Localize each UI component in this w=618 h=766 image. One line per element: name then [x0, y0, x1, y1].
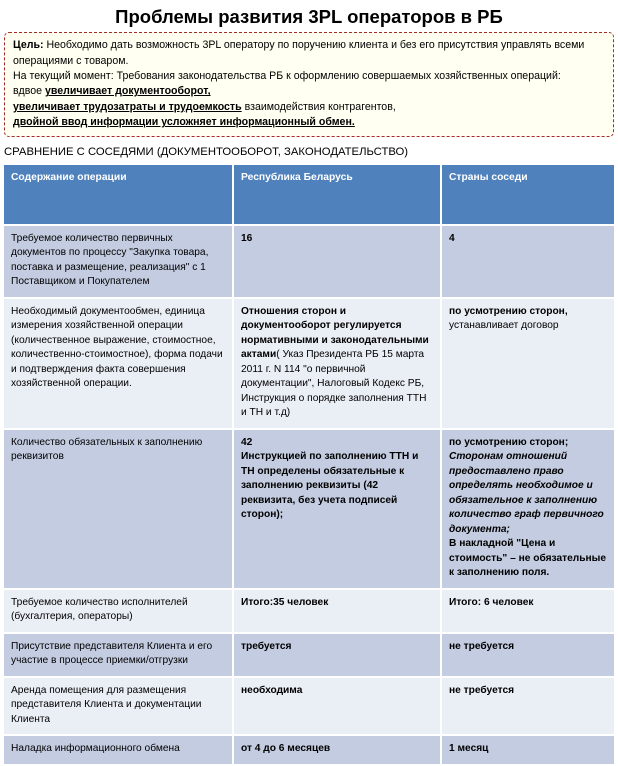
cell-belarus: 16 [234, 226, 442, 299]
column-header-neighbors: Страны соседи [442, 165, 614, 226]
cell-belarus: требуется [234, 634, 442, 678]
table-row [4, 678, 614, 736]
table-row [4, 299, 614, 430]
cell-belarus: Итого:35 человек [234, 590, 442, 634]
page-title: Проблемы развития 3PL операторов в РБ [115, 6, 503, 27]
table-header-row [4, 165, 614, 226]
section-caption: СРАВНЕНИЕ С СОСЕДЯМИ (ДОКУМЕНТООБОРОТ, ЗАКОНОДАТЕЛЬСТВО) [4, 146, 409, 159]
cell-neighbors-italic: Сторонам отношений предоставлено право определять необходимое и обязательное к заполнению количество граф первичного документа; [449, 451, 604, 535]
table-row [4, 590, 614, 634]
table-row [4, 226, 614, 299]
cell-neighbors: 1 месяц [442, 736, 614, 765]
cell-neighbors: не требуется [442, 634, 614, 678]
goal-line-2: На текущий момент: Требования законодательства РБ к оформлению совершаемых хозяйственных операций: [13, 69, 561, 82]
goal-line-5-emphasis: двойной ввод информации усложняет информационный обмен. [13, 116, 355, 129]
goal-line-4-emphasis: увеличивает трудозатраты и трудоемкость [13, 100, 242, 113]
comparison-table [4, 165, 614, 766]
cell-belarus [234, 299, 442, 430]
cell-belarus-bold: Инструкцией по заполнению ТТН и ТН определены обязательные к заполнению реквизиты (42 реквизита, без учета подписей сторон); [241, 451, 419, 521]
cell-operation: Аренда помещения для размещения представителя Клиента и документации Клиента [4, 678, 234, 736]
cell-neighbors: не требуется [442, 678, 614, 736]
table-row [4, 430, 614, 590]
cell-operation: Требуемое количество исполнителей (бухгалтерия, операторы) [4, 590, 234, 634]
cell-neighbors: 4 [442, 226, 614, 299]
goal-line-3-prefix: вдвое [13, 85, 45, 98]
goal-label: Цель: [13, 39, 44, 52]
table-body [4, 226, 614, 766]
cell-operation: Наладка информационного обмена [4, 736, 234, 765]
goal-callout-box [4, 32, 614, 137]
cell-neighbors: Итого: 6 человек [442, 590, 614, 634]
cell-belarus-number: 42 [241, 436, 253, 448]
table-header [4, 165, 614, 226]
column-header-belarus: Республика Беларусь [234, 165, 442, 226]
goal-line-3-emphasis: увеличивает документооборот, [44, 85, 211, 98]
cell-neighbors-bold: по усмотрению сторон, [449, 305, 568, 317]
cell-belarus: необходима [234, 678, 442, 736]
cell-operation: Количество обязательных к заполнению реквизитов [4, 430, 234, 590]
cell-operation: Необходимый документообмен, единица измерения хозяйственной операции (количественное выражение, стоимостное, количественно-стоимостное), форма подачи и подтверждения факта совершения хозяйственной операции. [4, 299, 234, 430]
column-header-operation: Содержание операции [4, 165, 234, 226]
goal-line-4-rest: взаимодействия контрагентов, [241, 100, 396, 113]
cell-neighbors-bold: по усмотрению сторон; [449, 436, 569, 448]
cell-operation: Требуемое количество первичных документов по процессу "Закупка товара, поставка и размещение, реализация" с 1 Поставщиком и Покупателем [4, 226, 234, 299]
goal-line-5 [13, 115, 605, 130]
cell-neighbors-rest: устанавливает договор [449, 320, 559, 332]
cell-neighbors [442, 430, 614, 590]
table-row [4, 736, 614, 765]
goal-line-1 [13, 38, 605, 69]
cell-belarus: от 4 до 6 месяцев [234, 736, 442, 765]
cell-neighbors [442, 299, 614, 430]
cell-belarus-bold: Отношения сторон и документооборот регулируется нормативными и законодательными актами [241, 305, 429, 361]
cell-operation: Присутствие представителя Клиента и его участие в процессе приемки/отгрузки [4, 634, 234, 678]
cell-neighbors-bold-2: В накладной "Цена и стоимость" – не обязательные к заполнению поля. [449, 538, 607, 579]
cell-belarus [234, 430, 442, 590]
goal-line-3 [13, 84, 605, 99]
cell-belarus-rest: ( Указ Президента РБ 15 марта 2011 г. N 114 "о первичной документации", Налоговый Кодекс РБ, Инструкция о порядке заполнения ТТН и ТН и т.д) [241, 349, 427, 419]
goal-line-4 [13, 100, 605, 115]
goal-line-1-text: Необходимо дать возможность 3PL оператору по поручению клиента и без его присутствия управлять всеми операциями с товаром. [13, 39, 585, 67]
table-row [4, 634, 614, 678]
